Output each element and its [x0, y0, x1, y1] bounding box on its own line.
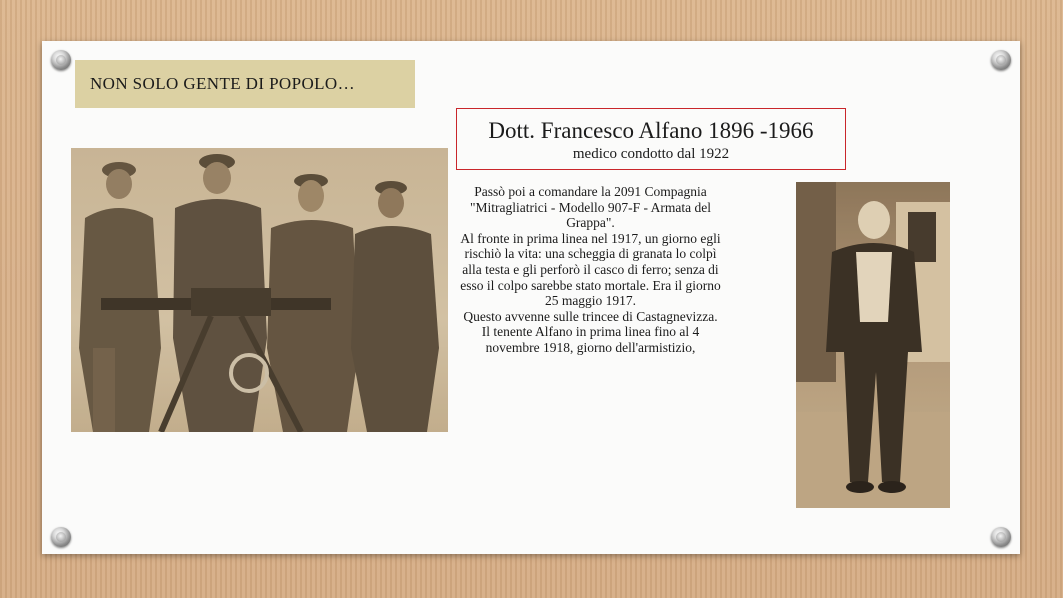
portrait-photo-image — [796, 182, 950, 508]
soldiers-photo — [71, 148, 448, 432]
soldiers-photo-image — [71, 148, 448, 432]
pin-icon — [991, 527, 1011, 547]
portrait-photo — [796, 182, 950, 508]
paragraph: Passò poi a comandare la 2091 Compagnia "Mitragliatrici - Modello 907-F - Armata del Grappa". — [470, 184, 711, 231]
person-name: Dott. Francesco Alfano 1896 -1966 — [488, 118, 814, 143]
section-title-box — [75, 60, 415, 108]
section-title: NON SOLO GENTE DI POPOLO… — [90, 74, 355, 93]
pin-icon — [991, 50, 1011, 70]
person-role: medico condotto dal 1922 — [572, 146, 730, 162]
pin-icon — [51, 50, 71, 70]
pin-icon — [51, 527, 71, 547]
slide — [42, 41, 1020, 554]
paragraph: Il tenente Alfano in prima linea fino al 4 novembre 1918, giorno dell'armistizio, — [481, 324, 700, 355]
paragraph: Questo avvenne sulle trincee di Castagnevizza. — [463, 308, 718, 324]
biography-text — [458, 184, 723, 356]
paragraph: Al fronte in prima linea nel 1917, un giorno egli rischiò la vita: una scheggia di granata lo colpì alla testa e gli perforò il casco di ferro; senza di esso il colpo sarebbe stato mortale. Era il giorno 25 maggio 1917. — [460, 230, 721, 309]
person-name-box — [456, 108, 846, 170]
